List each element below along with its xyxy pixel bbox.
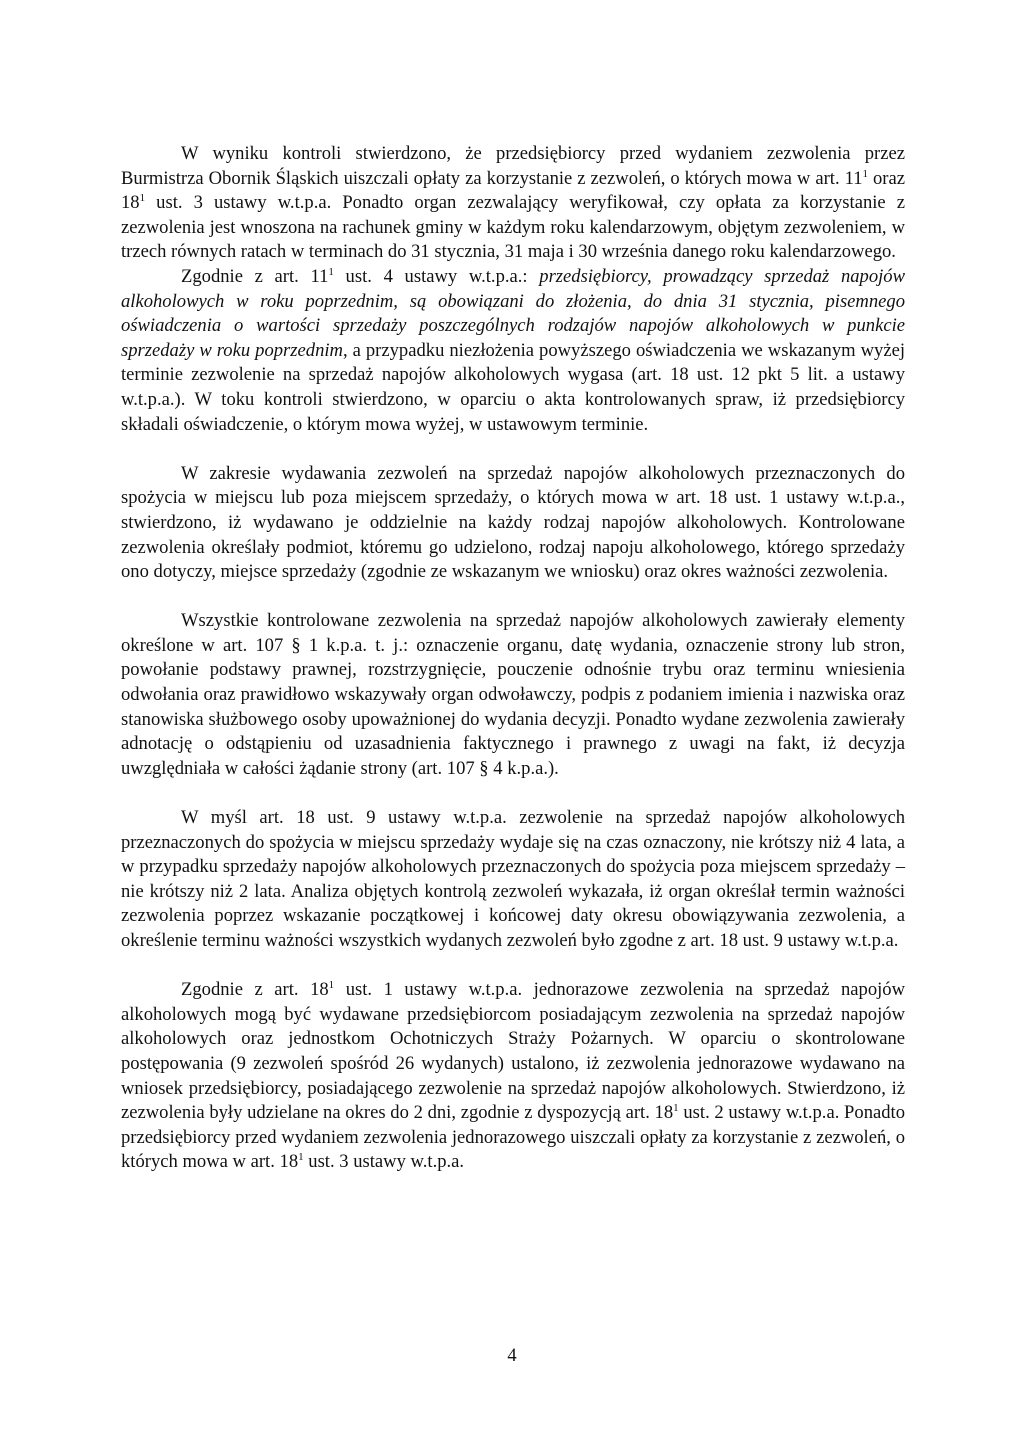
text: ust. 2 ustawy w.t.p.a. Ponadto przedsiębiorcy przed wydaniem zezwolenia jednorazowego uiszczali opłaty za korzystanie z zezwoleń, o których mowa w art. 18 xyxy=(121,1102,905,1173)
text: ust. 3 ustawy w.t.p.a. Ponadto organ zezwalający weryfikował, czy opłata za korzystanie z zezwolenia jest wnoszona na rachunek gminy w każdym roku kalendarzowym, objętym zezwoleniem, w trzech równych ratach w terminach do 31 stycznia, 31 maja i 30 września danego roku kalendarzowego. xyxy=(121,192,905,263)
text: oraz 18 xyxy=(121,167,905,214)
superscript: 1 xyxy=(328,979,335,991)
superscript: 1 xyxy=(862,167,868,180)
text: W wyniku kontroli stwierdzono, że przedsiębiorcy przed wydaniem zezwolenia przez Burmistrza Obornik Śląskich uiszczali opłaty za korzystanie z zezwoleń, o których mowa w art. 11 xyxy=(121,143,905,189)
superscript: 1 xyxy=(139,192,146,204)
text: ust. 4 ustawy w.t.p.a.: xyxy=(333,265,540,287)
page-number: 4 xyxy=(507,1345,517,1366)
text: ust. 3 ustawy w.t.p.a. xyxy=(303,1151,465,1173)
superscript: 1 xyxy=(298,1151,304,1164)
paragraph-permit-validity: W myśl art. 18 ust. 9 ustawy w.t.p.a. zezwolenie na sprzedaż napojów alkoholowych przeznaczonych do spożycia w miejscu sprzedaży wydaje się na czas oznaczony, nie krótszy niż 4 lata, a w przypadku sprzedaży napojów alkoholowych przeznaczonych do spożycia poza miejscem sprzedaży – nie krótszy niż 2 lata. Analiza objętych kontrolą zezwoleń wykazała, iż organ określał termin ważności zezwolenia poprzez wskazanie początkowej i końcowej daty okresu obowiązywania zezwolenia, a określenie terminu ważności wszystkich wydanych zezwoleń było zgodne z art. 18 ust. 9 ustawy w.t.p.a. xyxy=(121,807,905,951)
paragraph-permit-scope: W zakresie wydawania zezwoleń na sprzedaż napojów alkoholowych przeznaczonych do spożycia w miejscu lub poza miejscem sprzedaży, o których mowa w art. 18 ust. 1 ustawy w.t.p.a., stwierdzono, iż wydawano je oddzielnie na każdy rodzaj napojów alkoholowych. Kontrolowane zezwolenia określały podmiot, któremu go udzielono, rodzaj napoju alkoholowego, którego sprzedaży ono dotyczy, miejsce sprzedaży (zgodnie ze wskazanym we wniosku) oraz okres ważności zezwolenia. xyxy=(121,462,905,583)
document-body xyxy=(121,142,905,1175)
text: ust. 1 ustawy w.t.p.a. jednorazowe zezwolenia na sprzedaż napojów alkoholowych mogą być wydawane przedsiębiorcom posiadającym zezwolenia na sprzedaż napojów alkoholowych oraz jednostkom Ochotniczych Straży Pożarnych. W oparciu o skontrolowane postępowania (9 zezwoleń spośród 26 wydanych) ustalono, iż zezwolenia jednorazowe wydawano na wniosek przedsiębiorcy, posiadającego zezwolenie na sprzedaż napojów alkoholowych. Stwierdzono, iż zezwolenia były udzielane na okres do 2 dni, zgodnie z dyspozycją art. 18 xyxy=(121,979,906,1124)
text: Zgodnie z art. 18 xyxy=(181,979,329,1001)
superscript: 1 xyxy=(328,265,334,278)
superscript: 1 xyxy=(673,1101,679,1114)
legal-quote: przedsiębiorcy, prowadzący sprzedaż napojów alkoholowych w roku poprzednim, są obowiązani do złożenia, do dnia 31 stycznia, pisemnego oświadczenia o wartości sprzedaży poszczególnych rodzajów napojów alkoholowych w punkcie sprzedaży w roku poprzednim xyxy=(121,265,905,361)
text: , a przypadku niezłożenia powyższego oświadczenia we wskazanym wyżej terminie zezwolenie na sprzedaż napojów alkoholowych wygasa (art. 18 ust. 12 pkt 5 lit. a ustawy w.t.p.a.). W toku kontroli stwierdzono, w oparciu o akta kontrolowanych spraw, iż przedsiębiorcy składali oświadczenie, o którym mowa wyżej, w ustawowym terminie. xyxy=(121,339,905,435)
text: Zgodnie z art. 11 xyxy=(181,265,329,287)
paragraph-sales-declaration xyxy=(121,265,905,437)
paragraph-one-time-permits xyxy=(121,978,905,1175)
paragraph-fee-payment xyxy=(121,142,905,265)
paragraph-permit-elements: Wszystkie kontrolowane zezwolenia na sprzedaż napojów alkoholowych zawierały elementy określone w art. 107 § 1 k.p.a. t. j.: oznaczenie organu, datę wydania, oznaczenie strony lub stron, powołanie podstawy prawnej, rozstrzygnięcie, pouczenie odnośnie trybu oraz terminu wniesienia odwołania oraz prawidłowo wskazywały organ odwoławczy, podpis z podaniem imienia i nazwiska oraz stanowiska służbowego osoby upoważnionej do wydania decyzji. Ponadto wydane zezwolenia zawierały adnotację o odstąpieniu od uzasadnienia faktycznego i prawnego z uwagi na fakt, iż decyzja uwzględniała w całości żądanie strony (art. 107 § 4 k.p.a.). xyxy=(121,610,905,779)
